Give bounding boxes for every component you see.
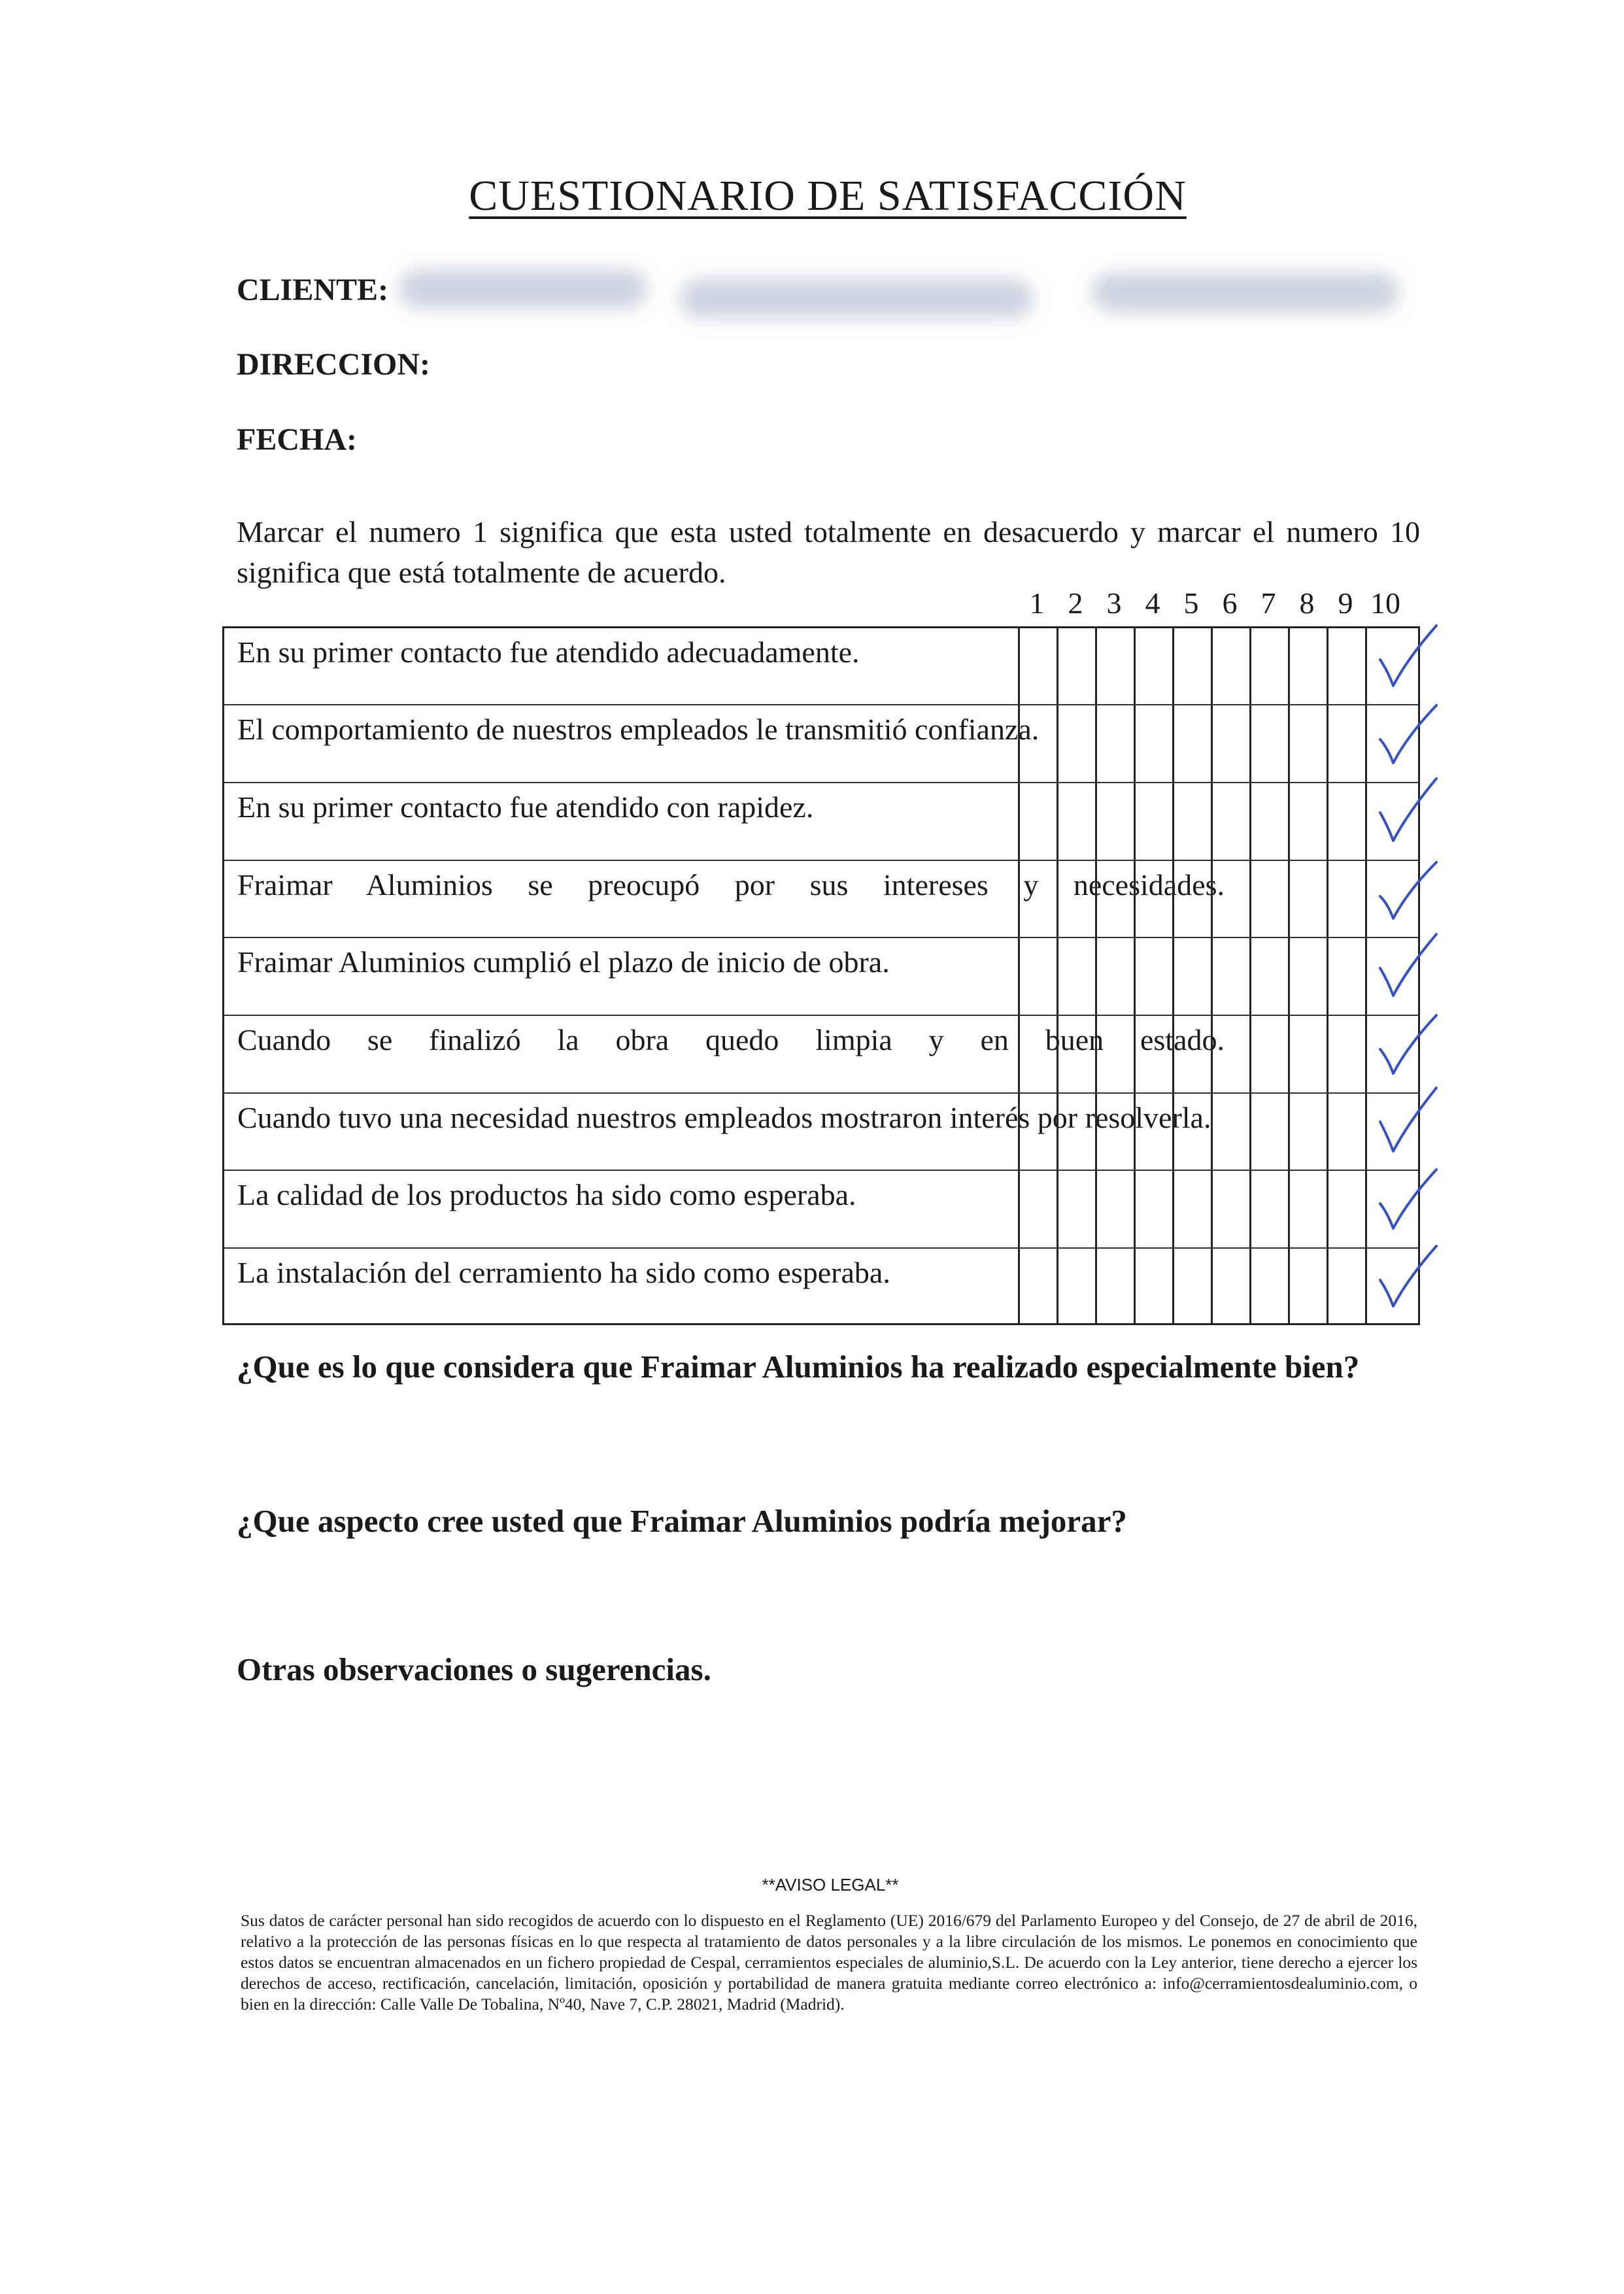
rating-cell-1[interactable]: [1018, 783, 1057, 860]
rating-cell-6[interactable]: [1211, 1094, 1249, 1170]
rating-row: [224, 783, 1418, 861]
rating-cell-6[interactable]: [1211, 705, 1249, 782]
rating-cell-2[interactable]: [1057, 628, 1095, 704]
rating-cell-2[interactable]: [1057, 1171, 1095, 1247]
rating-cell-1[interactable]: [1018, 1016, 1057, 1092]
rating-cell-4[interactable]: [1134, 783, 1172, 860]
rating-cell-2[interactable]: [1057, 1249, 1095, 1325]
rating-cell-1[interactable]: [1018, 1171, 1057, 1247]
rating-cell-8[interactable]: [1288, 1249, 1327, 1325]
rating-question: El comportamiento de nuestros empleados le transmitió confianza.: [237, 713, 1040, 746]
rating-row: [224, 938, 1418, 1016]
address-label: DIRECCION:: [237, 347, 431, 382]
rating-question: Fraimar Aluminios cumplió el plazo de inicio de obra.: [237, 945, 890, 979]
rating-cell-3[interactable]: [1095, 1094, 1134, 1170]
rating-cell-9[interactable]: [1327, 1171, 1365, 1247]
rating-cell-8[interactable]: [1288, 1171, 1327, 1247]
rating-cell-7[interactable]: [1249, 1171, 1288, 1247]
rating-cell-9[interactable]: [1327, 1016, 1365, 1092]
rating-cell-3[interactable]: [1095, 628, 1134, 704]
date-label: FECHA:: [237, 422, 357, 457]
rating-cell-1[interactable]: [1018, 1249, 1057, 1325]
rating-cell-1[interactable]: [1018, 628, 1057, 704]
rating-cell-5[interactable]: [1172, 1094, 1211, 1170]
rating-cell-1[interactable]: [1018, 938, 1057, 1015]
scale-number: 10: [1370, 586, 1400, 620]
rating-cell-5[interactable]: [1172, 783, 1211, 860]
rating-row: [224, 1249, 1418, 1325]
rating-cell-6[interactable]: [1211, 1171, 1249, 1247]
rating-cell-9[interactable]: [1327, 705, 1365, 782]
rating-cell-6[interactable]: [1211, 938, 1249, 1015]
rating-cell-4[interactable]: [1134, 628, 1172, 704]
client-label: CLIENTE:: [237, 273, 389, 307]
check-mark-icon: [1374, 852, 1452, 937]
rating-row: [224, 861, 1418, 938]
check-mark-icon: [1374, 1007, 1452, 1092]
rating-cell-6[interactable]: [1211, 628, 1249, 704]
rating-cell-8[interactable]: [1288, 705, 1327, 782]
rating-row: [224, 1016, 1418, 1094]
scale-number: 7: [1260, 586, 1276, 620]
rating-cell-4[interactable]: [1134, 1094, 1172, 1170]
rating-cell-1[interactable]: [1018, 1094, 1057, 1170]
rating-cell-3[interactable]: [1095, 705, 1134, 782]
scale-number: 8: [1299, 586, 1315, 620]
rating-row: [224, 1094, 1418, 1171]
rating-cell-8[interactable]: [1288, 628, 1327, 704]
scale-number: 1: [1029, 586, 1045, 620]
rating-cell-4[interactable]: [1134, 861, 1172, 937]
rating-cell-7[interactable]: [1249, 861, 1288, 937]
rating-cell-5[interactable]: [1172, 1249, 1211, 1325]
rating-cell-3[interactable]: [1095, 1249, 1134, 1325]
check-mark-icon: [1374, 619, 1452, 704]
rating-cell-3[interactable]: [1095, 938, 1134, 1015]
rating-row: [224, 1171, 1418, 1249]
rating-question: En su primer contacto fue atendido con rapidez.: [237, 790, 814, 824]
rating-question: La calidad de los productos ha sido como esperaba.: [237, 1178, 856, 1211]
rating-cell-4[interactable]: [1134, 938, 1172, 1015]
rating-cell-5[interactable]: [1172, 628, 1211, 704]
rating-cell-7[interactable]: [1249, 1249, 1288, 1325]
rating-question: Cuando se finalizó la obra quedo limpia y en buen estado.: [237, 1023, 1225, 1056]
rating-cell-5[interactable]: [1172, 705, 1211, 782]
scale-number: 9: [1338, 586, 1353, 620]
check-mark-icon: [1374, 696, 1452, 781]
rating-cell-7[interactable]: [1249, 783, 1288, 860]
rating-cell-9[interactable]: [1327, 628, 1365, 704]
rating-cell-7[interactable]: [1249, 628, 1288, 704]
rating-cell-2[interactable]: [1057, 861, 1095, 937]
check-mark-icon: [1374, 929, 1452, 1014]
rating-cell-5[interactable]: [1172, 1016, 1211, 1092]
rating-cell-4[interactable]: [1134, 1171, 1172, 1247]
rating-question: La instalación del cerramiento ha sido como esperaba.: [237, 1256, 890, 1289]
rating-cell-4[interactable]: [1134, 1016, 1172, 1092]
rating-cell-8[interactable]: [1288, 1094, 1327, 1170]
rating-cell-1[interactable]: [1018, 861, 1057, 937]
rating-cell-3[interactable]: [1095, 1171, 1134, 1247]
scale-number: 5: [1183, 586, 1199, 620]
question-improve: ¿Que aspecto cree usted que Fraimar Aluminios podría mejorar?: [237, 1503, 1127, 1539]
scale-number: 6: [1222, 586, 1238, 620]
scale-number: 2: [1068, 586, 1083, 620]
rating-row: [224, 628, 1418, 705]
rating-cell-2[interactable]: [1057, 1016, 1095, 1092]
rating-table: [222, 626, 1420, 1325]
rating-cell-7[interactable]: [1249, 1016, 1288, 1092]
instructions-text: Marcar el numero 1 significa que esta usted totalmente en desacuerdo y marcar el numero 10 significa que está totalmente de acuerdo.: [237, 515, 1420, 589]
rating-cell-1[interactable]: [1018, 705, 1057, 782]
rating-cell-4[interactable]: [1134, 705, 1172, 782]
rating-cell-8[interactable]: [1288, 783, 1327, 860]
rating-cell-9[interactable]: [1327, 938, 1365, 1015]
rating-cell-3[interactable]: [1095, 861, 1134, 937]
rating-cell-8[interactable]: [1288, 938, 1327, 1015]
rating-cell-8[interactable]: [1288, 1016, 1327, 1092]
check-mark-icon: [1374, 1240, 1452, 1324]
redacted-client-name: [399, 243, 1419, 341]
rating-cell-3[interactable]: [1095, 1016, 1134, 1092]
page-title: CUESTIONARIO DE SATISFACCIÓN: [469, 172, 1187, 220]
rating-cell-6[interactable]: [1211, 1016, 1249, 1092]
rating-cell-8[interactable]: [1288, 861, 1327, 937]
scale-number: 3: [1106, 586, 1122, 620]
rating-cell-5[interactable]: [1172, 938, 1211, 1015]
rating-cell-9[interactable]: [1327, 1249, 1365, 1325]
scale-number: 4: [1145, 586, 1160, 620]
rating-cell-5[interactable]: [1172, 1171, 1211, 1247]
rating-cell-5[interactable]: [1172, 861, 1211, 937]
rating-cell-4[interactable]: [1134, 1249, 1172, 1325]
rating-cell-7[interactable]: [1249, 705, 1288, 782]
rating-cell-7[interactable]: [1249, 938, 1288, 1015]
rating-cell-9[interactable]: [1327, 783, 1365, 860]
rating-cell-6[interactable]: [1211, 783, 1249, 860]
check-mark-icon: [1374, 1085, 1452, 1170]
question-other-observations: Otras observaciones o sugerencias.: [237, 1651, 711, 1687]
rating-cell-2[interactable]: [1057, 783, 1095, 860]
rating-question: En su primer contacto fue atendido adecuadamente.: [237, 635, 860, 669]
rating-cell-9[interactable]: [1327, 861, 1365, 937]
legal-notice-title: **AVISO LEGAL**: [762, 1875, 899, 1895]
rating-question: Cuando tuvo una necesidad nuestros empleados mostraron interés por resolverla.: [237, 1101, 1211, 1134]
check-mark-icon: [1374, 1162, 1452, 1247]
rating-cell-6[interactable]: [1211, 1249, 1249, 1325]
rating-cell-3[interactable]: [1095, 783, 1134, 860]
rating-cell-2[interactable]: [1057, 705, 1095, 782]
legal-notice-text: Sus datos de carácter personal han sido recogidos de acuerdo con lo dispuesto en el Reglamento (UE) 2016/679 del Parlamento Europeo y del Consejo, de 27 de abril de 2016, relativo a la protección de las personas físicas en lo que respecta al tratamiento de datos personales y a la libre circulación de los mismos. Le ponemos en conocimiento que estos datos se encuentran almacenados en un fichero propiedad de Cespal, cerramientos especiales de aluminio,S.L. De acuerdo con la Ley anterior, tiene derecho a ejercer los derechos de acceso, rectificación, cancelación, limitación, oposición y portabilidad de manera gratuita mediante correo electrónico a: info@cerramientosdealuminio.com, o bien en la dirección: Calle Valle De Tobalina, Nº40, Nave 7, C.P. 28021, Madrid (Madrid).: [241, 1911, 1417, 2014]
question-done-well: ¿Que es lo que considera que Fraimar Aluminios ha realizado especialmente bien?: [237, 1349, 1360, 1385]
rating-question: Fraimar Aluminios se preocupó por sus intereses y necesidades.: [237, 868, 1225, 902]
rating-cell-9[interactable]: [1327, 1094, 1365, 1170]
check-mark-icon: [1374, 774, 1452, 859]
rating-cell-7[interactable]: [1249, 1094, 1288, 1170]
rating-cell-2[interactable]: [1057, 938, 1095, 1015]
rating-cell-6[interactable]: [1211, 861, 1249, 937]
rating-cell-2[interactable]: [1057, 1094, 1095, 1170]
rating-row: [224, 705, 1418, 783]
